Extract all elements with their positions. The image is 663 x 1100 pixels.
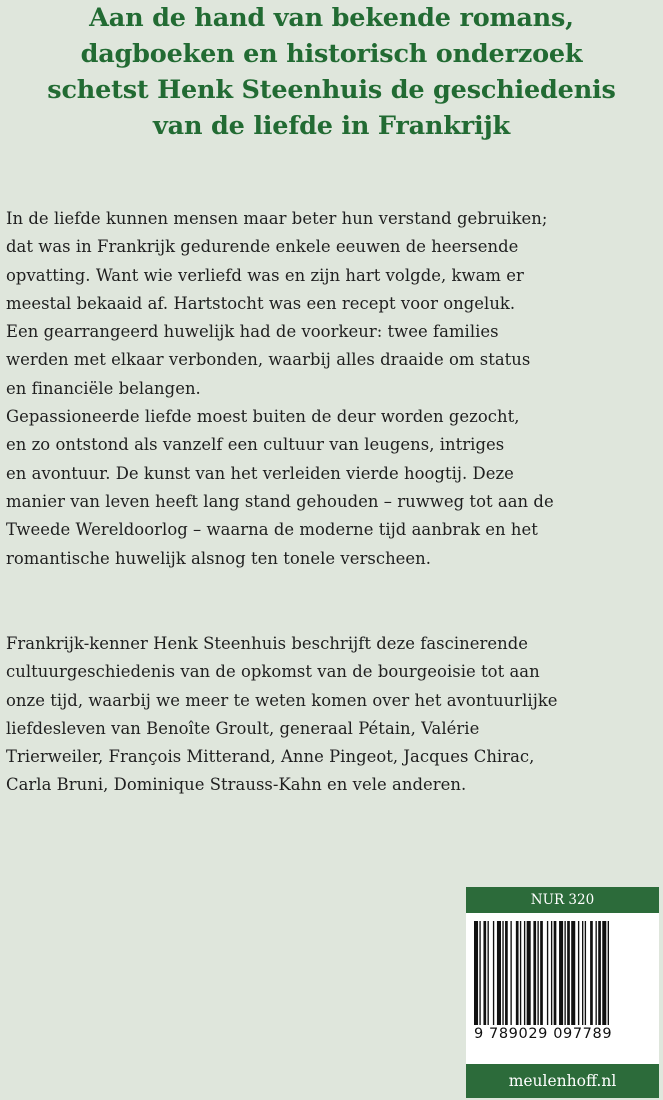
barcode-bar bbox=[551, 921, 552, 1025]
barcode-bar bbox=[488, 921, 489, 1025]
text-line: en financiële belangen. bbox=[6, 378, 201, 398]
heading-line: van de liefde in Frankrijk bbox=[153, 111, 510, 141]
text-line: liefdesleven van Benoîte Groult, generaal Pétain, Valérie bbox=[6, 718, 480, 738]
barcode-bar bbox=[527, 921, 531, 1025]
text-line: Carla Bruni, Dominique Strauss-Kahn en vele anderen. bbox=[6, 775, 467, 795]
barcode-bar bbox=[608, 921, 609, 1025]
barcode-bar bbox=[567, 921, 570, 1025]
text-line: Gepassioneerde liefde moest buiten de deur worden gezocht, bbox=[6, 407, 520, 427]
nur-label: NUR 320 bbox=[466, 887, 659, 913]
barcode-bar bbox=[585, 921, 586, 1025]
barcode-bar bbox=[596, 921, 597, 1025]
barcode-bar bbox=[505, 921, 508, 1025]
barcode-bar bbox=[582, 921, 583, 1025]
barcode-bar bbox=[554, 921, 557, 1025]
barcode-bar bbox=[571, 921, 575, 1025]
barcode-bar bbox=[510, 921, 511, 1025]
barcode-bar bbox=[559, 921, 563, 1025]
heading-line: Aan de hand van bekende romans, bbox=[89, 3, 574, 33]
barcode-bar bbox=[497, 921, 501, 1025]
text-line: In de liefde kunnen mensen maar beter hun verstand gebruiken; bbox=[6, 209, 548, 228]
barcode-bar bbox=[474, 921, 478, 1025]
blurb-paragraph-2 bbox=[6, 630, 661, 800]
isbn-digits: 9 789029 097789 bbox=[474, 1026, 613, 1042]
barcode-bar bbox=[537, 921, 538, 1025]
text-line: meestal bekaaid af. Hartstocht was een recept voor ongeluk. bbox=[6, 293, 516, 313]
text-line: manier van leven heeft lang stand gehouden – ruwweg tot aan de bbox=[6, 491, 554, 511]
barcode-bar bbox=[564, 921, 565, 1025]
text-line: onze tijd, waarbij we meer te weten komen over het avontuurlijke bbox=[6, 690, 558, 710]
text-line: Een gearrangeerd huwelijk had de voorkeur: twee families bbox=[6, 322, 499, 342]
blurb-heading bbox=[0, 0, 663, 144]
barcode-bar bbox=[602, 921, 606, 1025]
text-line: werden met elkaar verbonden, waarbij alles draaide om status bbox=[6, 350, 531, 370]
barcode-bar bbox=[533, 921, 536, 1025]
text-line: opvatting. Want wie verliefd was en zijn hart volgde, kwam er bbox=[6, 265, 524, 285]
text-line: en avontuur. De kunst van het verleiden vierde hoogtij. Deze bbox=[6, 463, 514, 483]
barcode-block bbox=[466, 887, 659, 1098]
barcode-graphic bbox=[472, 921, 652, 1025]
text-line: en zo ontstond als vanzelf een cultuur van leugens, intriges bbox=[6, 435, 505, 455]
barcode-bar bbox=[493, 921, 494, 1025]
barcode-bar bbox=[502, 921, 503, 1025]
heading-line: dagboeken en historisch onderzoek bbox=[80, 39, 583, 69]
heading-line: schetst Henk Steenhuis de geschiedenis bbox=[47, 75, 616, 105]
text-line: romantische huwelijk alsnog ten tonele verscheen. bbox=[6, 548, 432, 568]
text-line: Frankrijk-kenner Henk Steenhuis beschrijft deze fascinerende bbox=[6, 634, 529, 653]
barcode-bar bbox=[516, 921, 519, 1025]
barcode-bar bbox=[520, 921, 521, 1025]
barcode-bar bbox=[524, 921, 525, 1025]
text-line: Trierweiler, François Mitterand, Anne Pingeot, Jacques Chirac, bbox=[6, 747, 535, 767]
text-line: Tweede Wereldoorlog – waarna de moderne tijd aanbrak en het bbox=[6, 520, 538, 540]
barcode-bar bbox=[578, 921, 579, 1025]
barcode-bar bbox=[547, 921, 548, 1025]
barcode-bar bbox=[598, 921, 601, 1025]
text-line: dat was in Frankrijk gedurende enkele eeuwen de heersende bbox=[6, 237, 519, 257]
barcode-bar bbox=[590, 921, 593, 1025]
text-line: cultuurgeschiedenis van de opkomst van de bourgeoisie tot aan bbox=[6, 662, 540, 682]
barcode-bar bbox=[479, 921, 480, 1025]
barcode-bar bbox=[483, 921, 486, 1025]
barcode-bar bbox=[540, 921, 543, 1025]
blurb-paragraph-1 bbox=[6, 205, 661, 573]
publisher-label: meulenhoff.nl bbox=[466, 1064, 659, 1098]
